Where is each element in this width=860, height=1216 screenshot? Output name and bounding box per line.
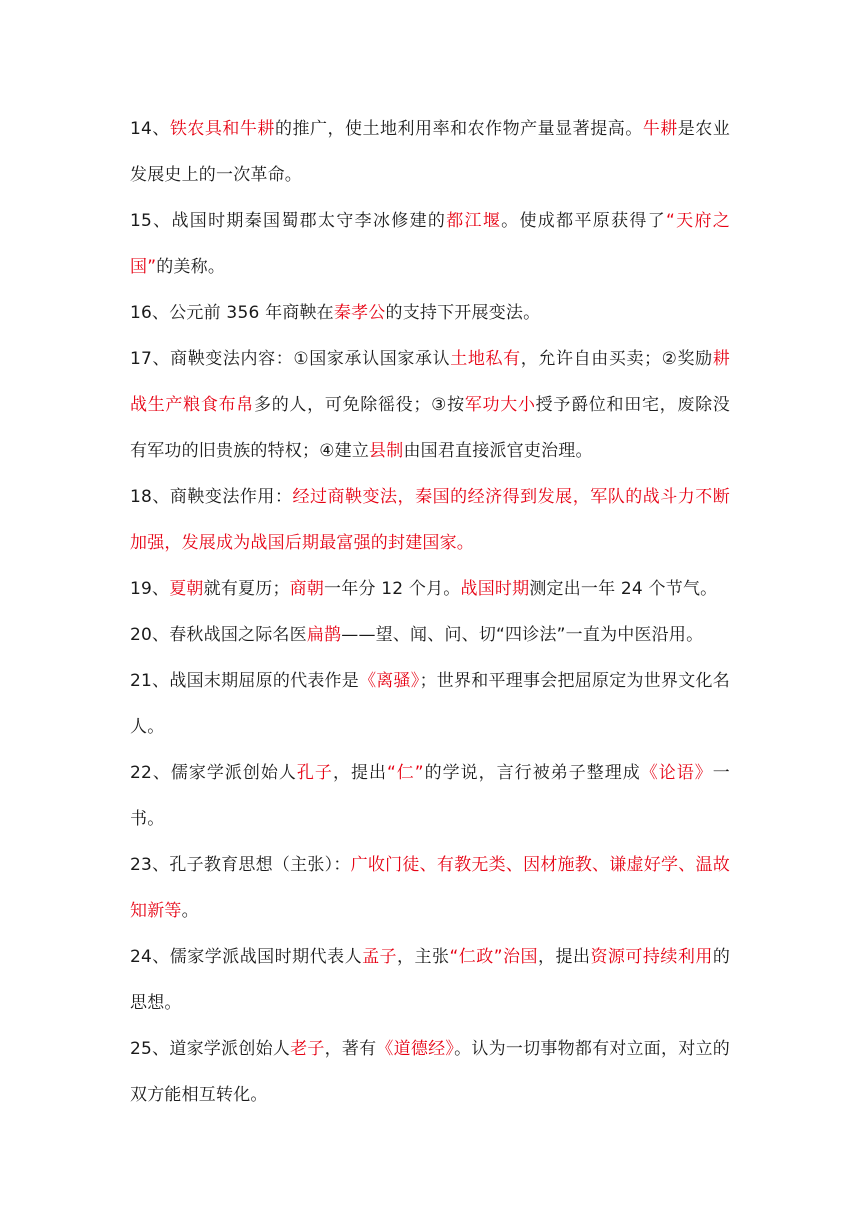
knowledge-point-2 xyxy=(130,198,730,290)
body-text: 的学说，言行被弟子整理成 xyxy=(423,763,641,783)
body-text: 的美称。 xyxy=(156,257,226,277)
body-text: 是农业发展史上的一次革命。 xyxy=(130,119,731,185)
body-text: 一年分 12 个月。 xyxy=(324,579,461,599)
body-text: 。认为一切事物都有对立面，对立的双方能相互转化。 xyxy=(130,1039,731,1105)
highlighted-text: 老子 xyxy=(290,1039,325,1059)
knowledge-point-7 xyxy=(130,612,730,658)
highlighted-text: 商朝 xyxy=(289,579,325,599)
body-text: 多的人，可免除徭役；③按 xyxy=(254,395,465,415)
highlighted-text: 经过商鞅变法，秦国的经济得到发展，军队的战斗力不断加强，发展成为战国后期最富强的封建国家。 xyxy=(130,487,731,553)
body-text: 一书。 xyxy=(130,763,730,829)
body-text: 的思想。 xyxy=(130,947,731,1013)
highlighted-text: 资源可持续利用 xyxy=(590,947,713,967)
highlighted-text: 《道德经》 xyxy=(376,1039,455,1059)
knowledge-point-list xyxy=(130,106,730,1118)
body-text: 17、商鞅变法内容：①国家承认国家承认 xyxy=(130,349,451,369)
knowledge-point-3 xyxy=(130,290,730,336)
highlighted-text: 县制 xyxy=(369,441,404,461)
document-page xyxy=(130,106,730,1118)
highlighted-text: 战国时期 xyxy=(460,579,530,599)
body-text: ，允许自由买卖；②奖励 xyxy=(520,349,713,369)
body-text: ——望、闻、问、切“四诊法”一直为中医沿用。 xyxy=(341,625,704,645)
highlighted-text: 耕战生产粮食布帛 xyxy=(130,349,730,415)
body-text: 就有夏历； xyxy=(203,579,290,599)
highlighted-text: 铁农具和牛耕 xyxy=(169,119,275,139)
highlighted-text: 广收门徒、有教无类、因材施教、谦虚好学、温故知新等 xyxy=(130,855,731,921)
body-text: ，著有 xyxy=(324,1039,377,1059)
knowledge-point-10 xyxy=(130,842,730,934)
knowledge-point-8 xyxy=(130,658,730,750)
body-text: 由国君直接派官吏治理。 xyxy=(403,441,593,461)
body-text: 的推广，使土地利用率和农作物产量显著提高。 xyxy=(274,119,643,139)
knowledge-point-11 xyxy=(130,934,730,1026)
knowledge-point-9 xyxy=(130,750,730,842)
highlighted-text: 牛耕 xyxy=(642,119,678,139)
body-text: ，提出 xyxy=(538,947,591,967)
highlighted-text: 都江堰 xyxy=(446,211,502,231)
knowledge-point-12 xyxy=(130,1026,730,1118)
body-text: 授予爵位和田宅，废除没有军功的旧贵族的特权；④建立 xyxy=(130,395,731,461)
body-text: 测定出一年 24 个节气。 xyxy=(529,579,718,599)
body-text: 20、春秋战国之际名医 xyxy=(130,625,307,645)
highlighted-text: “天府之国” xyxy=(130,211,730,277)
highlighted-text: 夏朝 xyxy=(169,579,204,599)
highlighted-text: 孟子 xyxy=(362,947,398,967)
highlighted-text: 军功大小 xyxy=(464,395,536,415)
body-text: 23、孔子教育思想（主张）： xyxy=(130,855,351,875)
highlighted-text: 土地私有 xyxy=(450,349,521,369)
body-text: 。 xyxy=(181,901,199,921)
knowledge-point-4 xyxy=(130,336,730,474)
highlighted-text: 《论语》 xyxy=(640,763,713,783)
body-text: 。使成都平原获得了 xyxy=(501,211,667,231)
body-text: 的支持下开展变法。 xyxy=(385,303,541,323)
body-text: 16、公元前 356 年商鞅在 xyxy=(130,303,334,323)
body-text: 18、商鞅变法作用： xyxy=(130,487,293,507)
body-text: ，提出 xyxy=(332,763,387,783)
body-text: 25、道家学派创始人 xyxy=(130,1039,291,1059)
body-text: 15、战国时期秦国蜀郡太守李冰修建的 xyxy=(130,211,447,231)
body-text: 19、 xyxy=(130,579,170,599)
highlighted-text: “仁政”治国 xyxy=(449,947,538,967)
highlighted-text: 扁鹊 xyxy=(306,625,342,645)
highlighted-text: 孔子 xyxy=(296,763,333,783)
highlighted-text: “仁” xyxy=(386,763,424,783)
highlighted-text: 秦孝公 xyxy=(333,303,386,323)
body-text: ；世界和平理事会把屈原定为世界文化名人。 xyxy=(130,671,730,737)
body-text: 22、儒家学派创始人 xyxy=(130,763,297,783)
knowledge-point-6 xyxy=(130,566,730,612)
body-text: 14、 xyxy=(130,119,170,139)
body-text: ，主张 xyxy=(397,947,450,967)
highlighted-text: 《离骚》 xyxy=(359,671,420,691)
knowledge-point-5 xyxy=(130,474,730,566)
body-text: 21、战国末期屈原的代表作是 xyxy=(130,671,360,691)
knowledge-point-1 xyxy=(130,106,730,198)
body-text: 24、儒家学派战国时期代表人 xyxy=(130,947,363,967)
